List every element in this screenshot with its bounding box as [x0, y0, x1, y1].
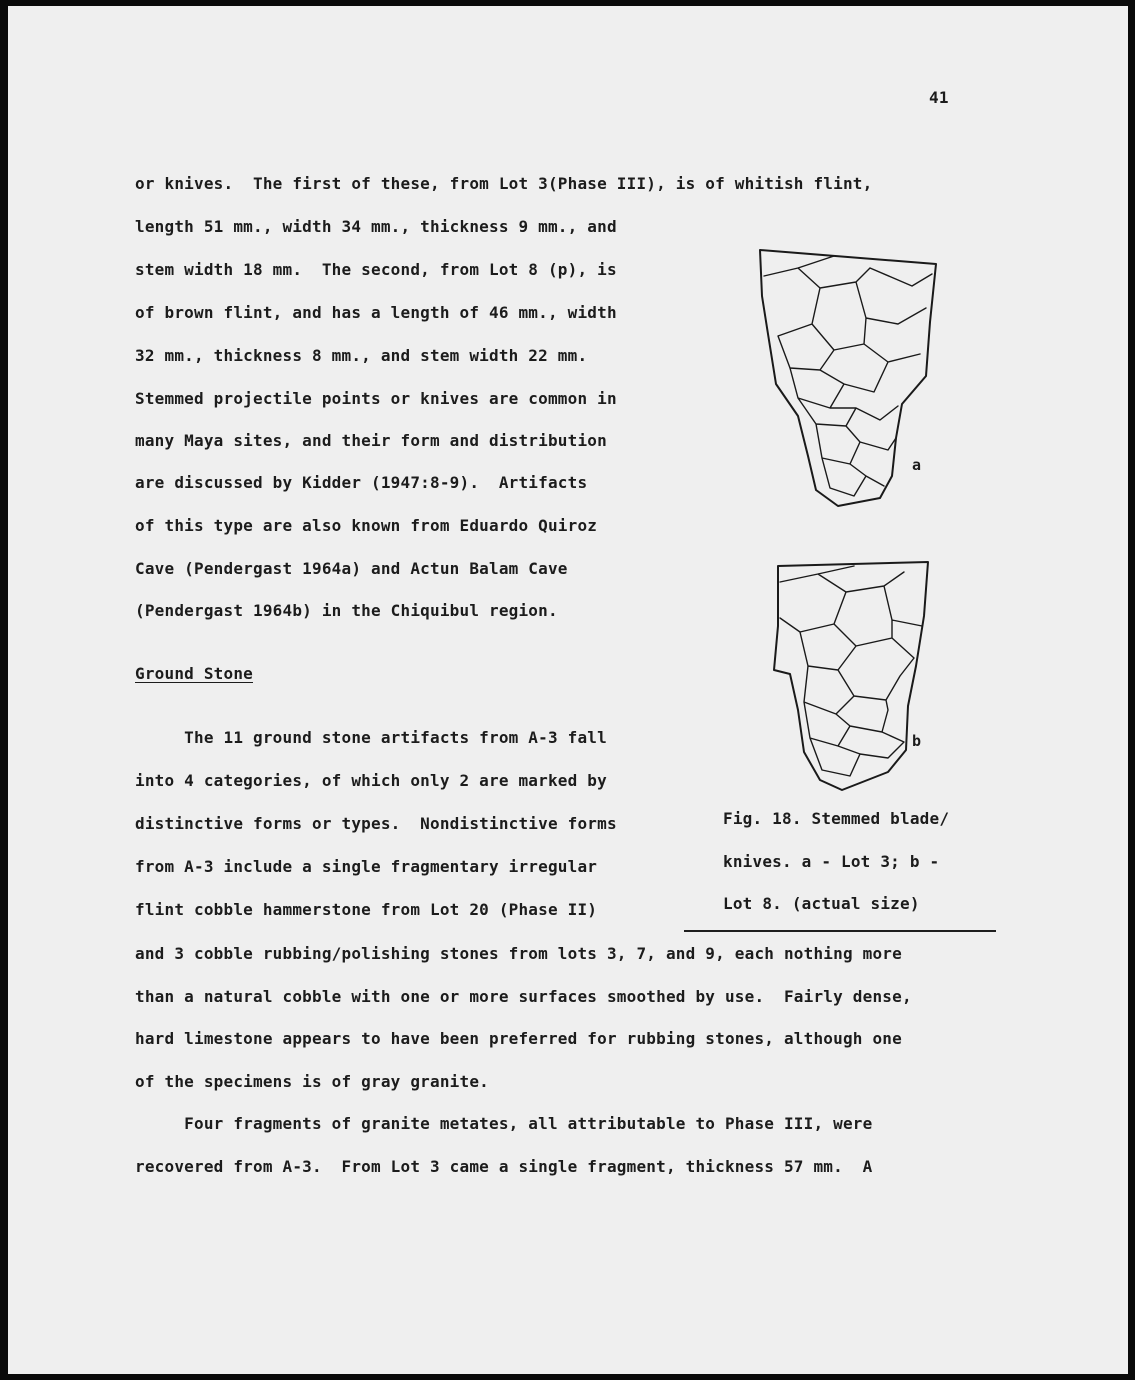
- section-heading: Ground Stone: [135, 664, 253, 683]
- document-page: [8, 6, 1128, 1374]
- text-line: into 4 categories, of which only 2 are marked by: [135, 771, 607, 790]
- text-line: or knives. The first of these, from Lot 3(Phase III), is of whitish flint,: [135, 174, 873, 193]
- figure-caption-line: knives. a - Lot 3; b -: [723, 852, 940, 871]
- text-line: flint cobble hammerstone from Lot 20 (Phase II): [135, 900, 598, 919]
- text-line: than a natural cobble with one or more surfaces smoothed by use. Fairly dense,: [135, 987, 912, 1006]
- text-line: (Pendergast 1964b) in the Chiquibul region.: [135, 601, 558, 620]
- text-line: are discussed by Kidder (1947:8-9). Artifacts: [135, 473, 588, 492]
- text-line: stem width 18 mm. The second, from Lot 8 (p), is: [135, 260, 617, 279]
- text-line: of brown flint, and has a length of 46 mm., width: [135, 303, 617, 322]
- text-line: and 3 cobble rubbing/polishing stones from lots 3, 7, and 9, each nothing more: [135, 944, 902, 963]
- figure-caption-line: Fig. 18. Stemmed blade/: [723, 809, 950, 828]
- artifact-a-outline: [760, 250, 936, 506]
- text-line: distinctive forms or types. Nondistinctive forms: [135, 814, 617, 833]
- page-number: 41: [929, 88, 949, 107]
- text-line: from A-3 include a single fragmentary irregular: [135, 857, 598, 876]
- text-line: Cave (Pendergast 1964a) and Actun Balam Cave: [135, 559, 568, 578]
- text-line: length 51 mm., width 34 mm., thickness 9 mm., and: [135, 217, 617, 236]
- figure-18-drawings: [8, 6, 1128, 1374]
- text-line: many Maya sites, and their form and distribution: [135, 431, 607, 450]
- text-line: of the specimens is of gray granite.: [135, 1072, 489, 1091]
- text-line: recovered from A-3. From Lot 3 came a single fragment, thickness 57 mm. A: [135, 1157, 873, 1176]
- caption-divider: [684, 930, 996, 932]
- text-line: of this type are also known from Eduardo Quiroz: [135, 516, 598, 535]
- artifact-b-outline: [774, 562, 928, 790]
- text-line: Four fragments of granite metates, all attributable to Phase III, were: [135, 1114, 873, 1133]
- text-line: The 11 ground stone artifacts from A-3 fall: [135, 728, 607, 747]
- figure-label-b: b: [912, 732, 922, 750]
- figure-caption-line: Lot 8. (actual size): [723, 894, 920, 913]
- text-line: 32 mm., thickness 8 mm., and stem width 22 mm.: [135, 346, 588, 365]
- text-line: hard limestone appears to have been preferred for rubbing stones, although one: [135, 1029, 902, 1048]
- artifact-b-flake-scars: [780, 566, 922, 776]
- figure-label-a: a: [912, 456, 922, 474]
- text-line: Stemmed projectile points or knives are common in: [135, 389, 617, 408]
- artifact-a-flake-scars: [764, 256, 932, 496]
